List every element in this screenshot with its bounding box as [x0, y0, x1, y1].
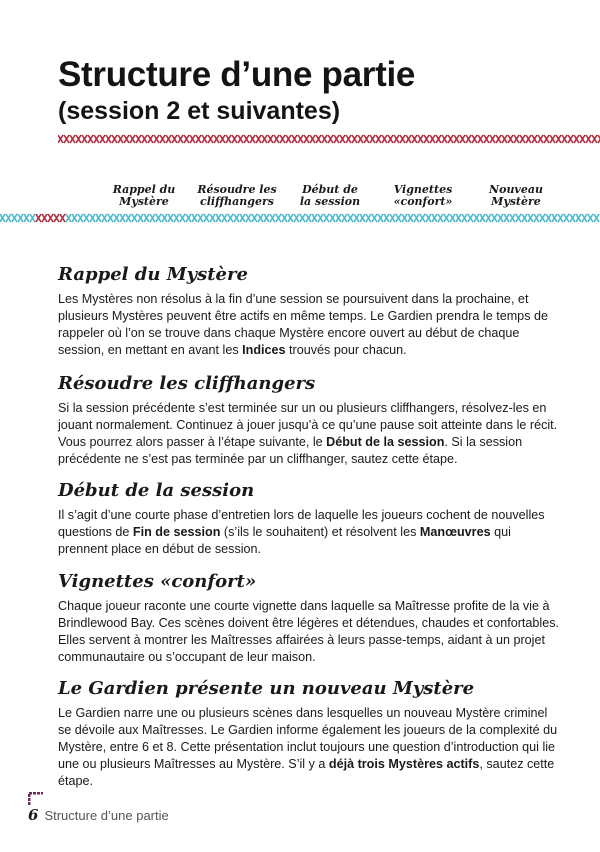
section-heading: Le Gardien présente un nouveau Mystère [58, 678, 475, 699]
step-label: la session [299, 195, 361, 208]
step-recall [100, 184, 188, 208]
section-body [58, 705, 564, 790]
section-body [58, 598, 564, 666]
section-body [58, 291, 564, 359]
step-label: Vignettes [393, 183, 453, 196]
section-body [58, 507, 564, 558]
footer-label: Structure d’une partie [44, 807, 169, 823]
keyword: Fin de session [132, 525, 221, 539]
step-cliffhangers [193, 184, 281, 208]
body-text: Le Gardien narre une ou plusieurs scènes dans lesquelles un nouveau Mystère criminel se dévoile aux Maîtresses. Le Gardien informe également les joueurs de la complexité du Mystère, entre 6 et 8. Cette présentation inclut toujours une question d’introduction qui lie une ou plusieurs Maîtresses au Mystère. S’il y a [58, 706, 558, 771]
body-text: Les Mystères non résolus à la fin d’une session se poursuivent dans la prochaine, et plusieurs Mystères peuvent être actifs en même temps. Le Gardien prendra le temps de rappeler où l’on se trouve dans chaque Mystère encore ouvert au début de chaque session, en mettant en avant les [58, 292, 548, 357]
body-text: trouvés pour chacun. [285, 343, 407, 357]
page-title: Structure d’une partie [58, 55, 416, 94]
keyword: Manœuvres [419, 525, 491, 539]
red-stitch-divider [58, 134, 600, 144]
keyword: Début de la session [326, 435, 445, 449]
step-label: Rappel du [112, 183, 176, 196]
body-text: Chaque joueur raconte une courte vignette dans laquelle sa Maîtresse profite de la vie à Brindlewood Bay. Ces scènes doivent être légères et détendues, chaudes et confortables. Elles servent à montrer les Maîtresses affairées à leurs passe-temps, aidant à un projet communautaire ou s’occupant de leur maison. [58, 599, 560, 664]
step-label: Résoudre les [197, 183, 277, 196]
body-text: (s’ils le souhaitent) et résolvent les [220, 525, 420, 539]
step-label: Nouveau [489, 183, 543, 196]
keyword: déjà trois Mystères actifs [328, 757, 480, 771]
steps-row [100, 184, 560, 208]
step-comfort-vignettes [379, 184, 467, 208]
step-label: Mystère [119, 195, 169, 208]
section-heading: Début de la session [58, 480, 255, 501]
page-subtitle: (session 2 et suivantes) [58, 97, 341, 125]
page-number-text: 6 [28, 806, 39, 824]
body-text: , sautez cette étape. [58, 757, 555, 788]
body-text: qui prennent place en début de session. [58, 525, 511, 556]
body-text: . Si la session précédente ne s’est pas terminée par un cliffhanger, sautez cette étape. [58, 435, 523, 466]
step-new-mystery [472, 184, 560, 208]
section-heading: Vignettes «confort» [58, 571, 257, 592]
step-label: cliffhangers [200, 195, 274, 208]
blue-stitch-timeline [0, 213, 600, 223]
keyword: Indices [242, 343, 286, 357]
page-footer [28, 806, 169, 824]
stitch-corner-icon [28, 792, 44, 806]
section-heading: Résoudre les cliffhangers [58, 373, 316, 394]
step-label: «confort» [393, 195, 453, 208]
step-label: Mystère [491, 195, 541, 208]
body-text: Si la session précédente s’est terminée sur un ou plusieurs cliffhangers, résolvez-les en jouant normalement. Continuez à jouer jusqu’à ce qu’une pause soit atteinte dans le récit. Vous pourrez alors passer à l’étape suivante, le [58, 401, 558, 449]
page-number [28, 806, 38, 824]
section-body [58, 400, 564, 468]
section-heading: Rappel du Mystère [58, 264, 248, 285]
body-text: Il s’agit d’une courte phase d’entretien lors de laquelle les joueurs cochent de nouvelles questions de [58, 508, 545, 539]
step-session-start [286, 184, 374, 208]
step-label: Début de [302, 183, 358, 196]
